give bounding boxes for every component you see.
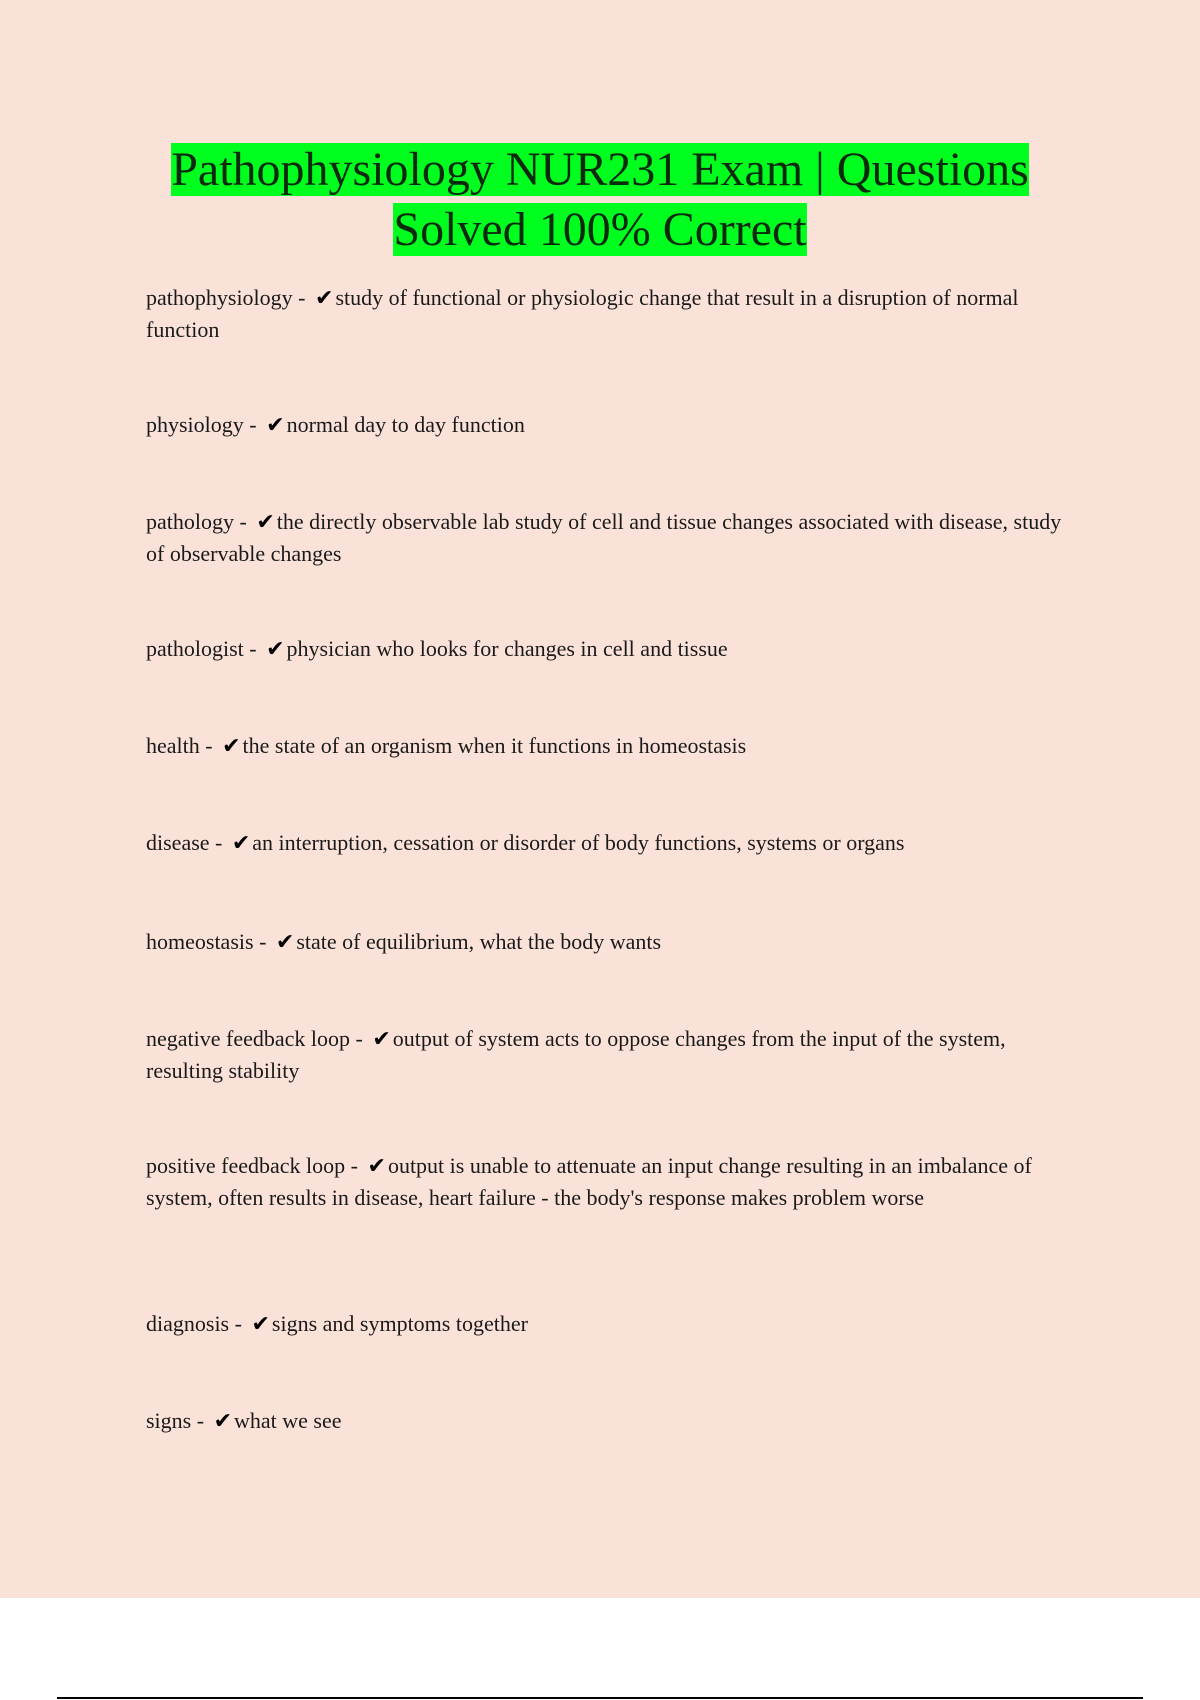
title-line-1: Pathophysiology NUR231 Exam | Questions — [171, 143, 1029, 196]
term-entry — [146, 1150, 1076, 1213]
term-entry — [146, 1405, 1076, 1437]
definition: physician who looks for changes in cell and tissue — [286, 636, 728, 661]
term-entry — [146, 1308, 1076, 1340]
definition: output is unable to attenuate an input change resulting in an imbalance of system, often results in disease, heart failure - the body's response makes problem worse — [146, 1153, 1032, 1210]
separator: - — [243, 636, 263, 661]
term-entry — [146, 409, 1076, 441]
separator: - — [199, 733, 219, 758]
check-mark-icon: ✔ — [275, 930, 295, 955]
check-mark-icon: ✔ — [222, 734, 241, 759]
term: disease — [146, 830, 210, 855]
term: signs — [146, 1408, 192, 1433]
check-mark-icon: ✔ — [256, 510, 275, 535]
check-mark-icon: ✔ — [251, 1312, 270, 1337]
definition: signs and symptoms together — [271, 1311, 528, 1336]
term-entry — [146, 282, 1076, 345]
separator: - — [350, 1026, 369, 1051]
definition: state of equilibrium, what the body wants — [296, 929, 662, 954]
footer-rule — [57, 1697, 1143, 1699]
term: pathophysiology — [146, 285, 293, 310]
term: homeostasis — [146, 929, 254, 954]
separator: - — [209, 830, 228, 855]
check-mark-icon: ✔ — [266, 413, 285, 438]
separator: - — [234, 509, 253, 534]
term: physiology — [146, 412, 244, 437]
separator: - — [253, 929, 272, 954]
term-entry — [146, 633, 1076, 665]
separator: - — [345, 1153, 364, 1178]
definition: an interruption, cessation or disorder of body functions, systems or organs — [252, 830, 905, 855]
term: pathologist — [146, 636, 244, 661]
term: positive feedback loop — [146, 1153, 346, 1178]
term: negative feedback loop — [146, 1026, 351, 1051]
check-mark-icon: ✔ — [372, 1027, 391, 1052]
separator: - — [229, 1311, 248, 1336]
check-mark-icon: ✔ — [367, 1154, 386, 1179]
definition: the state of an organism when it functions in homeostasis — [242, 733, 747, 758]
check-mark-icon: ✔ — [315, 286, 334, 311]
term: pathology — [146, 509, 234, 534]
definition: output of system acts to oppose changes from the input of the system, resulting stability — [146, 1026, 1006, 1083]
check-mark-icon: ✔ — [213, 1409, 233, 1434]
check-mark-icon: ✔ — [231, 831, 251, 856]
term-entry — [146, 827, 1076, 859]
separator: - — [191, 1408, 210, 1433]
check-mark-icon: ✔ — [266, 637, 285, 662]
definition: the directly observable lab study of cell and tissue changes associated with disease, study of observable changes — [146, 509, 1062, 566]
definition: normal day to day function — [286, 412, 525, 437]
separator: - — [243, 412, 263, 437]
term-entry — [146, 730, 1076, 762]
document-title — [0, 140, 1200, 260]
term: diagnosis — [146, 1311, 230, 1336]
definition: study of functional or physiologic change that result in a disruption of normal function — [146, 285, 1019, 342]
term: health — [146, 733, 200, 758]
term-entry — [146, 1023, 1076, 1086]
title-line-2: Solved 100% Correct — [393, 203, 807, 256]
definition: what we see — [234, 1408, 342, 1433]
term-entry — [146, 926, 1076, 958]
separator: - — [292, 285, 311, 310]
term-entry — [146, 506, 1076, 569]
